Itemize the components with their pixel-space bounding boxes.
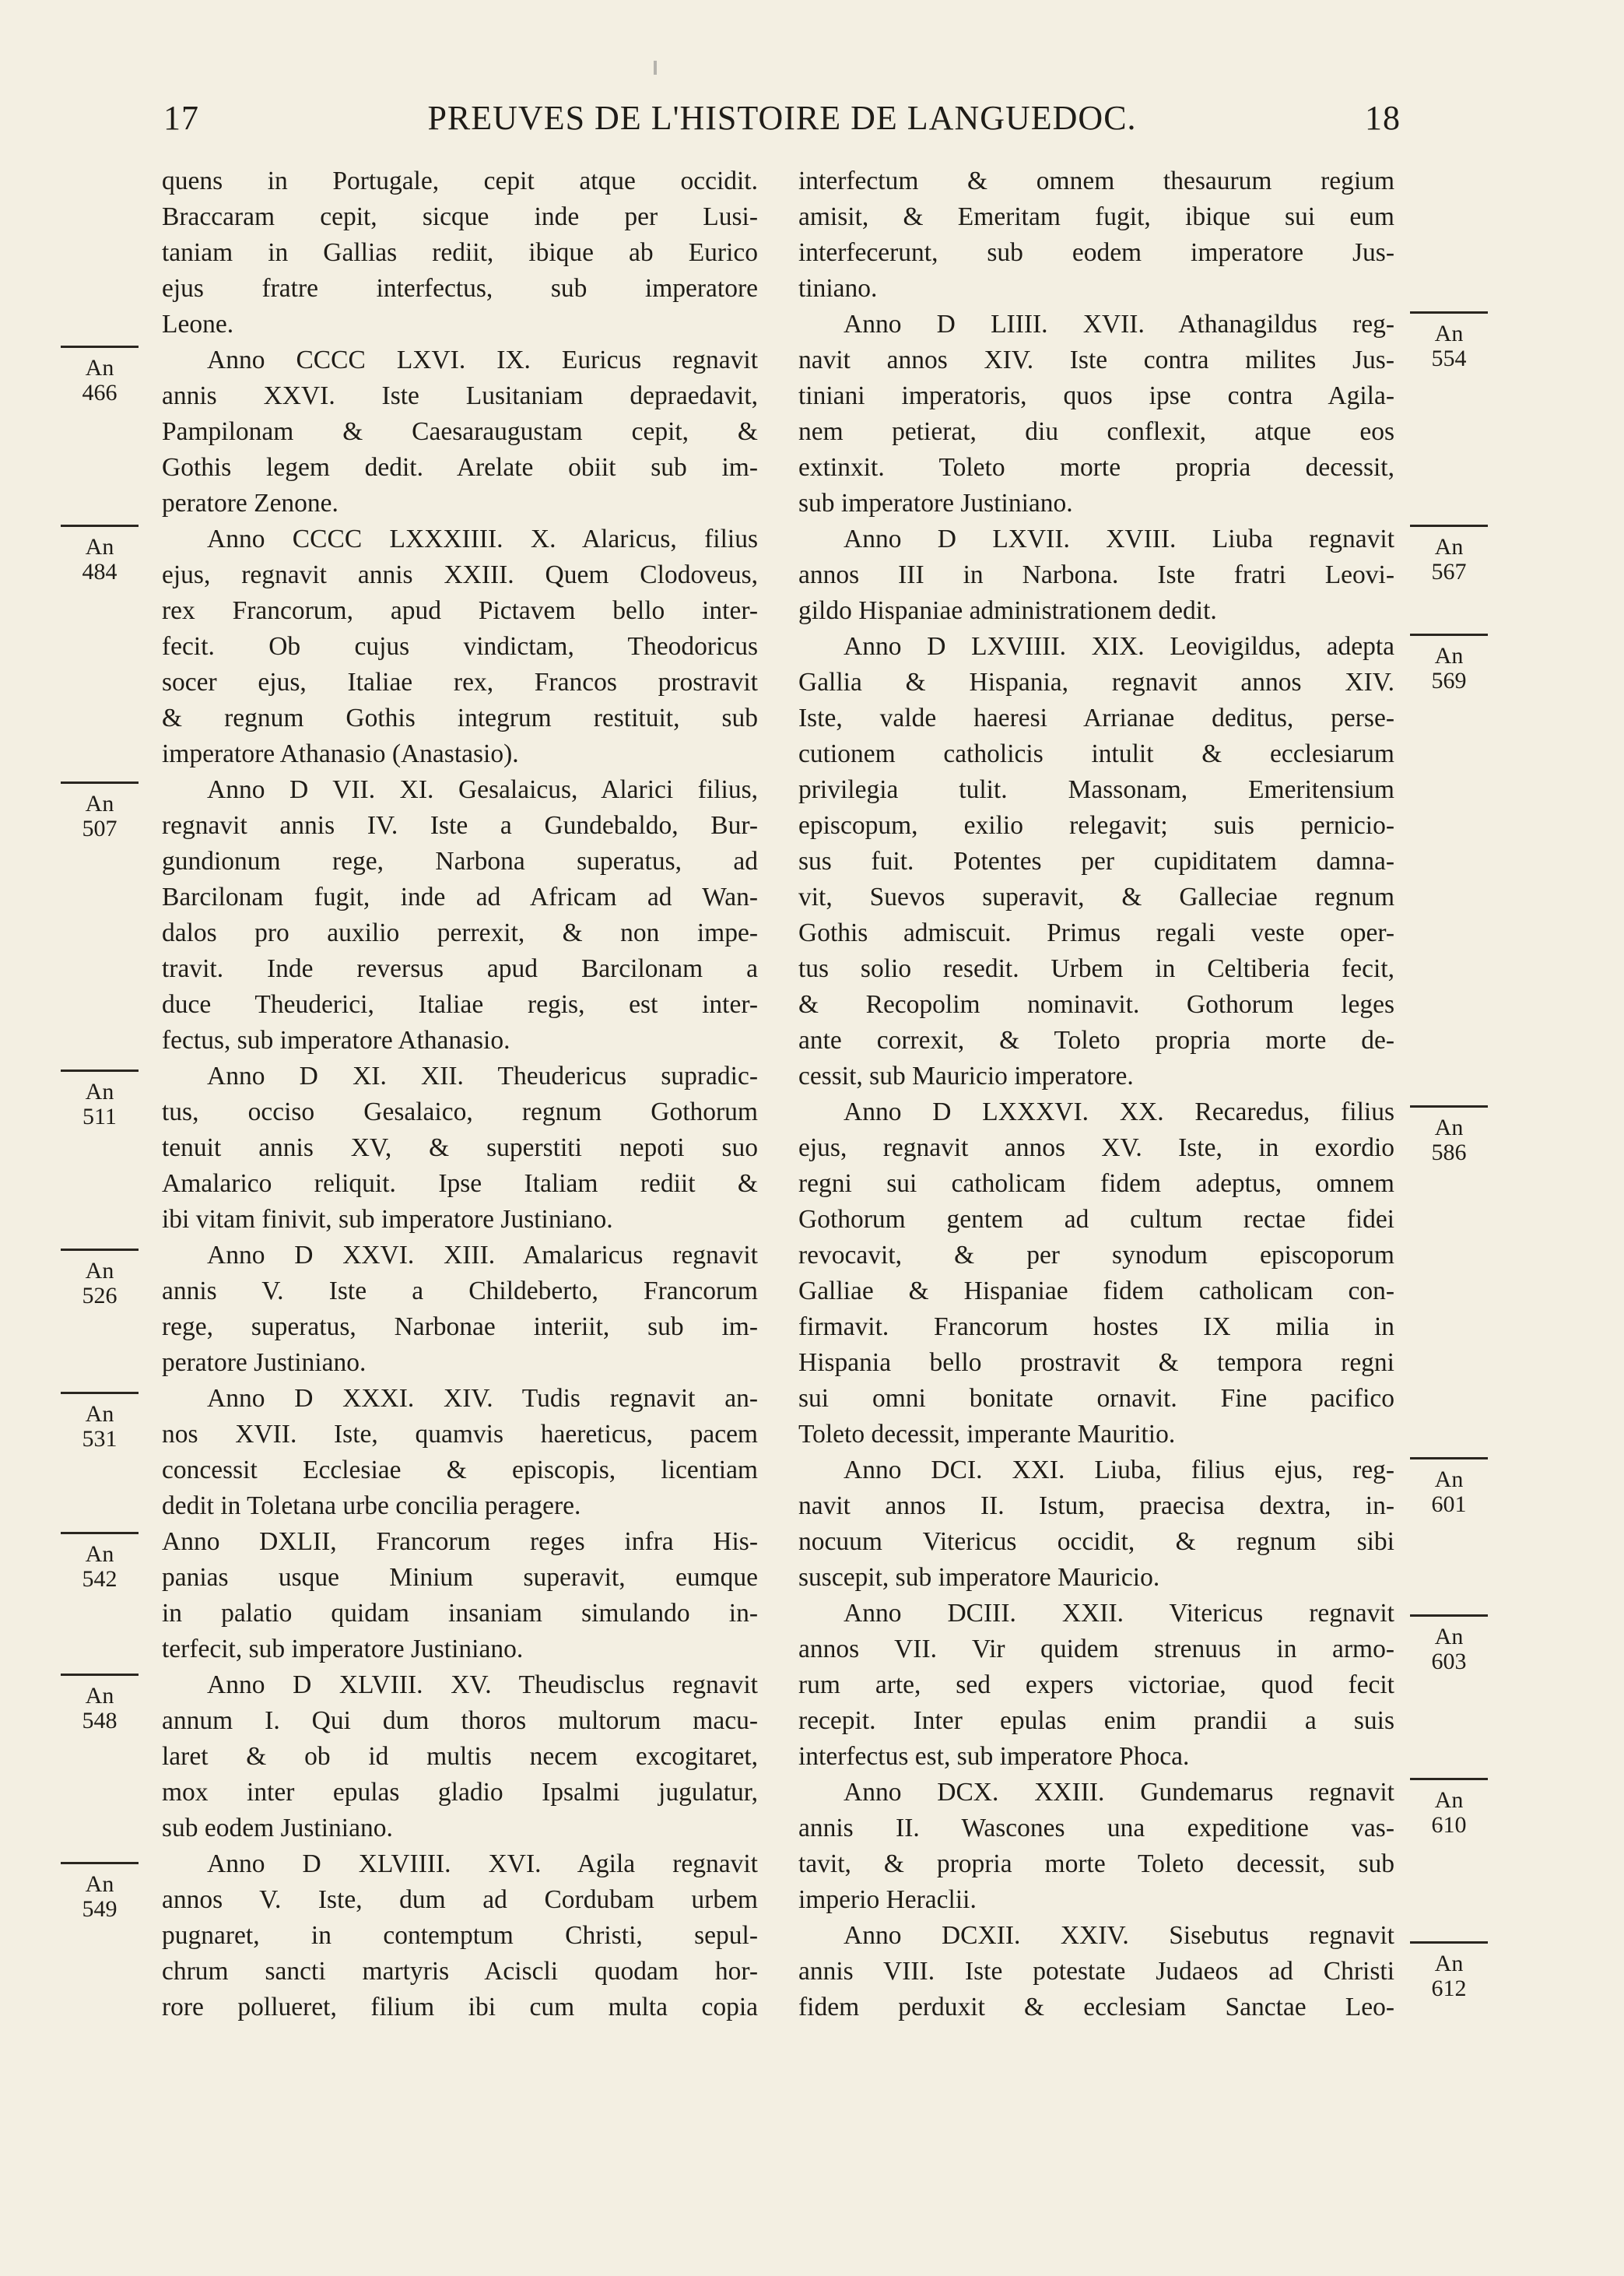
text-line: imperio Heraclii. <box>798 1885 977 1914</box>
text-line: Anno DCIII. XXII. Vitericus regnavit <box>844 1599 1394 1628</box>
margin-an-label: An <box>1434 534 1464 560</box>
text-line: dedit in Toletana urbe concilia peragere. <box>162 1491 581 1520</box>
margin-year: 484 <box>82 559 118 585</box>
text-line: gundionum rege, Narbona superatus, ad <box>162 847 758 876</box>
text-line: ejus, regnavit annos XV. Iste, in exordio <box>798 1133 1394 1162</box>
margin-year-note <box>1410 1941 1488 2001</box>
margin-rule <box>1410 1105 1488 1108</box>
text-line: Anno DCI. XXI. Liuba, filius ejus, reg- <box>844 1456 1394 1484</box>
text-line: imperatore Athanasio (Anastasio). <box>162 739 519 768</box>
text-line: Galliae & Hispaniae fidem catholicam con- <box>798 1277 1394 1305</box>
text-line: annis VIII. Iste potestate Judaeos ad Christi <box>798 1957 1394 1986</box>
running-title: PREUVES DE L'HISTOIRE DE LANGUEDOC. <box>427 99 1137 137</box>
text-line: concessit Ecclesiae & episcopis, licentiam <box>162 1456 758 1484</box>
text-line: tiniani imperatoris, quos ipse contra Agila- <box>798 381 1394 410</box>
print-speck <box>654 61 657 75</box>
text-line: socer ejus, Italiae rex, Francos prostravit <box>162 668 758 697</box>
text-line: recepit. Inter epulas enim prandii a suis <box>798 1706 1394 1735</box>
margin-year: 542 <box>82 1566 118 1592</box>
text-line: Toleto decessit, imperante Mauritio. <box>798 1420 1176 1449</box>
text-line: ejus fratre interfectus, sub imperatore <box>162 274 758 303</box>
text-line: fidem perduxit & ecclesiam Sanctae Leo- <box>798 1993 1394 2021</box>
text-line: nos XVII. Iste, quamvis haereticus, pacem <box>162 1420 758 1449</box>
text-line: ibi vitam finivit, sub imperatore Justiniano. <box>162 1205 613 1234</box>
margin-an-label: An <box>1434 1115 1464 1140</box>
margin-rule <box>1410 525 1488 527</box>
text-line: Barcilonam fugit, inde ad Africam ad Wan- <box>162 883 758 911</box>
text-line: annos VII. Vir quidem strenuus in armo- <box>798 1635 1394 1663</box>
text-line: mox inter epulas gladio Ipsalmi jugulatur, <box>162 1778 758 1807</box>
text-line: interfectum & omnem thesaurum regium <box>798 167 1394 195</box>
margin-year: 569 <box>1431 668 1467 694</box>
margin-rule <box>61 781 139 784</box>
margin-an-label: An <box>85 534 114 560</box>
margin-year-note <box>61 1070 139 1129</box>
right-column <box>798 163 1394 2025</box>
text-line: extinxit. Toleto morte propria decessit, <box>798 453 1394 482</box>
text-line: Anno D XI. XII. Theudericus supradic- <box>207 1062 758 1091</box>
margin-year: 612 <box>1431 1976 1467 2001</box>
margin-year-note <box>61 1862 139 1922</box>
margin-rule <box>1410 1614 1488 1617</box>
margin-year: 610 <box>1431 1812 1467 1838</box>
text-line: Anno CCCC LXXXIIII. X. Alaricus, filius <box>207 525 758 553</box>
text-line: tus, occiso Gesalaico, regnum Gothorum <box>162 1098 758 1126</box>
text-line: rex Francorum, apud Pictavem bello inter- <box>162 596 758 625</box>
text-line: rum arte, sed expers victoriae, quod fecit <box>798 1670 1394 1699</box>
margin-year-note <box>1410 1457 1488 1517</box>
text-line: fecit. Ob cujus vindictam, Theodoricus <box>162 632 758 661</box>
text-line: Anno D LXXXVI. XX. Recaredus, filius <box>844 1098 1394 1126</box>
text-line: amisit, & Emeritam fugit, ibique sui eum <box>798 202 1394 231</box>
margin-year-note <box>61 1392 139 1452</box>
text-line: Amalarico reliquit. Ipse Italiam rediit & <box>162 1169 758 1198</box>
margin-an-label: An <box>1434 1466 1464 1492</box>
margin-an-label: An <box>85 791 114 817</box>
text-line: Pampilonam & Caesaraugustam cepit, & <box>162 417 758 446</box>
margin-an-label: An <box>85 1541 114 1567</box>
text-line: duce Theuderici, Italiae regis, est inter- <box>162 990 758 1019</box>
text-line: cutionem catholicis intulit & ecclesiarum <box>798 739 1394 768</box>
text-line: annos III in Narbona. Iste fratri Leovi- <box>798 560 1394 589</box>
text-line: annos V. Iste, dum ad Cordubam urbem <box>162 1885 758 1914</box>
text-line: Anno CCCC LXVI. IX. Euricus regnavit <box>207 346 758 374</box>
text-line: Anno D XLVIIII. XVI. Agila regnavit <box>207 1849 758 1878</box>
margin-an-label: An <box>1434 1951 1464 1976</box>
text-line: quens in Portugale, cepit atque occidit. <box>162 167 758 195</box>
margin-year: 548 <box>82 1708 118 1733</box>
text-line: Anno DCX. XXIII. Gundemarus regnavit <box>844 1778 1394 1807</box>
text-line: terfecit, sub imperatore Justiniano. <box>162 1635 524 1663</box>
margin-an-label: An <box>1434 1624 1464 1649</box>
text-line: episcopum, exilio relegavit; suis pernicio- <box>798 811 1394 840</box>
margin-an-label: An <box>1434 321 1464 346</box>
margin-year: 586 <box>1431 1140 1467 1165</box>
text-line: sub imperatore Justiniano. <box>798 489 1073 518</box>
margin-year-note <box>61 346 139 406</box>
text-line: ante correxit, & Toleto propria morte de- <box>798 1026 1394 1055</box>
text-line: tus solio resedit. Urbem in Celtiberia fecit, <box>798 954 1394 983</box>
text-line: Anno D VII. XI. Gesalaicus, Alarici filius, <box>207 775 758 804</box>
text-line: sus fuit. Potentes per cupiditatem damna- <box>798 847 1394 876</box>
margin-year: 567 <box>1431 559 1467 585</box>
margin-year: 526 <box>82 1283 118 1308</box>
text-line: annis II. Wascones una expeditione vas- <box>798 1814 1394 1842</box>
margin-an-label: An <box>85 1871 114 1897</box>
margin-year-note <box>1410 311 1488 371</box>
margin-rule <box>1410 1457 1488 1459</box>
text-line: regnavit annis IV. Iste a Gundebaldo, Bur- <box>162 811 758 840</box>
margin-an-label: An <box>85 1401 114 1427</box>
text-line: revocavit, & per synodum episcoporum <box>798 1241 1394 1270</box>
text-line: dalos pro auxilio perrexit, & non impe- <box>162 918 758 947</box>
text-line: annum I. Qui dum thoros multorum macu- <box>162 1706 758 1735</box>
text-line: Anno D XXXI. XIV. Tudis regnavit an- <box>207 1384 758 1413</box>
margin-year-note <box>61 1674 139 1733</box>
text-line: vit, Suevos superavit, & Galleciae regnum <box>798 883 1394 911</box>
margin-rule <box>61 1249 139 1251</box>
text-line: firmavit. Francorum hostes IX milia in <box>798 1312 1394 1341</box>
page-number-right: 18 <box>1365 99 1401 137</box>
text-line: in palatio quidam insaniam simulando in- <box>162 1599 758 1628</box>
text-line: & regnum Gothis integrum restituit, sub <box>162 704 758 732</box>
margin-rule <box>1410 311 1488 314</box>
text-line: Anno DCXII. XXIV. Sisebutus regnavit <box>844 1921 1394 1950</box>
margin-year-note <box>61 1532 139 1592</box>
text-line: interfecerunt, sub eodem imperatore Jus- <box>798 238 1394 267</box>
margin-year-note <box>61 1249 139 1308</box>
text-line: nocuum Vitericus occidit, & regnum sibi <box>798 1527 1394 1556</box>
margin-rule <box>61 1532 139 1534</box>
text-line: nem petierat, diu conflexit, atque eos <box>798 417 1394 446</box>
margin-rule <box>61 1392 139 1394</box>
margin-an-label: An <box>85 355 114 381</box>
text-line: annis XXVI. Iste Lusitaniam depraedavit, <box>162 381 758 410</box>
text-line: Anno D XXVI. XIII. Amalaricus regnavit <box>207 1241 758 1270</box>
margin-year: 549 <box>82 1896 118 1922</box>
text-line: Braccaram cepit, sicque inde per Lusi- <box>162 202 758 231</box>
margin-year-note <box>1410 1778 1488 1838</box>
margin-an-label: An <box>1434 1787 1464 1813</box>
margin-rule <box>61 1862 139 1864</box>
margin-year: 554 <box>1431 346 1467 371</box>
margin-year-note <box>1410 634 1488 694</box>
text-line: rege, superatus, Narbonae interiit, sub im- <box>162 1312 758 1341</box>
page-header <box>163 98 1401 145</box>
text-line: laret & ob id multis necem excogitaret, <box>162 1742 758 1771</box>
text-line: tenuit annis XV, & superstiti nepoti suo <box>162 1133 758 1162</box>
margin-year-note <box>1410 525 1488 585</box>
margin-year: 466 <box>82 380 118 406</box>
text-line: pugnaret, in contemptum Christi, sepul- <box>162 1921 758 1950</box>
page-number-left: 17 <box>163 99 199 137</box>
margin-year: 531 <box>82 1426 118 1452</box>
text-line: Leone. <box>162 310 234 339</box>
text-line: & Recopolim nominavit. Gothorum leges <box>798 990 1394 1019</box>
text-line: ejus, regnavit annis XXIII. Quem Clodoveus, <box>162 560 758 589</box>
text-line: taniam in Gallias rediit, ibique ab Eurico <box>162 238 758 267</box>
text-line: Hispania bello prostravit & tempora regni <box>798 1348 1394 1377</box>
margin-rule <box>1410 634 1488 636</box>
text-line: peratore Justiniano. <box>162 1348 367 1377</box>
margin-year-note <box>1410 1614 1488 1674</box>
text-line: sui omni bonitate ornavit. Fine pacifico <box>798 1384 1394 1413</box>
text-line: sub eodem Justiniano. <box>162 1814 393 1842</box>
text-line: cessit, sub Mauricio imperatore. <box>798 1062 1134 1091</box>
margin-year-note <box>61 781 139 841</box>
margin-year: 601 <box>1431 1491 1467 1517</box>
margin-year-note <box>1410 1105 1488 1165</box>
text-line: privilegia tulit. Massonam, Emeritensium <box>798 775 1394 804</box>
margin-year: 507 <box>82 816 118 841</box>
margin-rule <box>1410 1941 1488 1944</box>
text-line: Anno D XLVIII. XV. Theudisclus regnavit <box>207 1670 758 1699</box>
text-line: chrum sancti martyris Aciscli quodam hor- <box>162 1957 758 1986</box>
margin-an-label: An <box>85 1079 114 1105</box>
text-line: annis V. Iste a Childeberto, Francorum <box>162 1277 758 1305</box>
text-line: interfectus est, sub imperatore Phoca. <box>798 1742 1190 1771</box>
text-line: gildo Hispaniae administrationem dedit. <box>798 596 1217 625</box>
margin-an-label: An <box>1434 643 1464 669</box>
margin-an-label: An <box>85 1683 114 1709</box>
text-line: tiniano. <box>798 274 878 303</box>
text-line: navit annos II. Istum, praecisa dextra, in- <box>798 1491 1394 1520</box>
text-line: Gothis admiscuit. Primus regali veste oper- <box>798 918 1394 947</box>
text-line: Anno D LXVIIII. XIX. Leovigildus, adepta <box>844 632 1394 661</box>
text-line: navit annos XIV. Iste contra milites Jus- <box>798 346 1394 374</box>
text-line: Anno D LXVII. XVIII. Liuba regnavit <box>844 525 1394 553</box>
text-line: rore pollueret, filium ibi cum multa copia <box>162 1993 758 2021</box>
text-line: Gallia & Hispania, regnavit annos XIV. <box>798 668 1394 697</box>
text-line: travit. Inde reversus apud Barcilonam a <box>162 954 758 983</box>
margin-rule <box>61 525 139 527</box>
margin-rule <box>61 1674 139 1676</box>
text-line: regni sui catholicam fidem adeptus, omnem <box>798 1169 1394 1198</box>
margin-rule <box>61 346 139 348</box>
text-line: Gothis legem dedit. Arelate obiit sub im- <box>162 453 758 482</box>
margin-rule <box>61 1070 139 1072</box>
margin-an-label: An <box>85 1258 114 1284</box>
text-line: Anno DXLII, Francorum reges infra His- <box>162 1527 758 1556</box>
text-line: fectus, sub imperatore Athanasio. <box>162 1026 510 1055</box>
text-line: panias usque Minium superavit, eumque <box>162 1563 758 1592</box>
text-line: peratore Zenone. <box>162 489 338 518</box>
text-line: suscepit, sub imperatore Mauricio. <box>798 1563 1160 1592</box>
text-line: Anno D LIIII. XVII. Athanagildus reg- <box>844 310 1394 339</box>
margin-rule <box>1410 1778 1488 1780</box>
text-line: tavit, & propria morte Toleto decessit, sub <box>798 1849 1394 1878</box>
margin-year: 511 <box>82 1104 117 1129</box>
left-column <box>162 163 758 2025</box>
margin-year-note <box>61 525 139 585</box>
text-line: Iste, valde haeresi Arrianae deditus, perse- <box>798 704 1394 732</box>
text-line: Gothorum gentem ad cultum rectae fidei <box>798 1205 1394 1234</box>
margin-year: 603 <box>1431 1649 1467 1674</box>
